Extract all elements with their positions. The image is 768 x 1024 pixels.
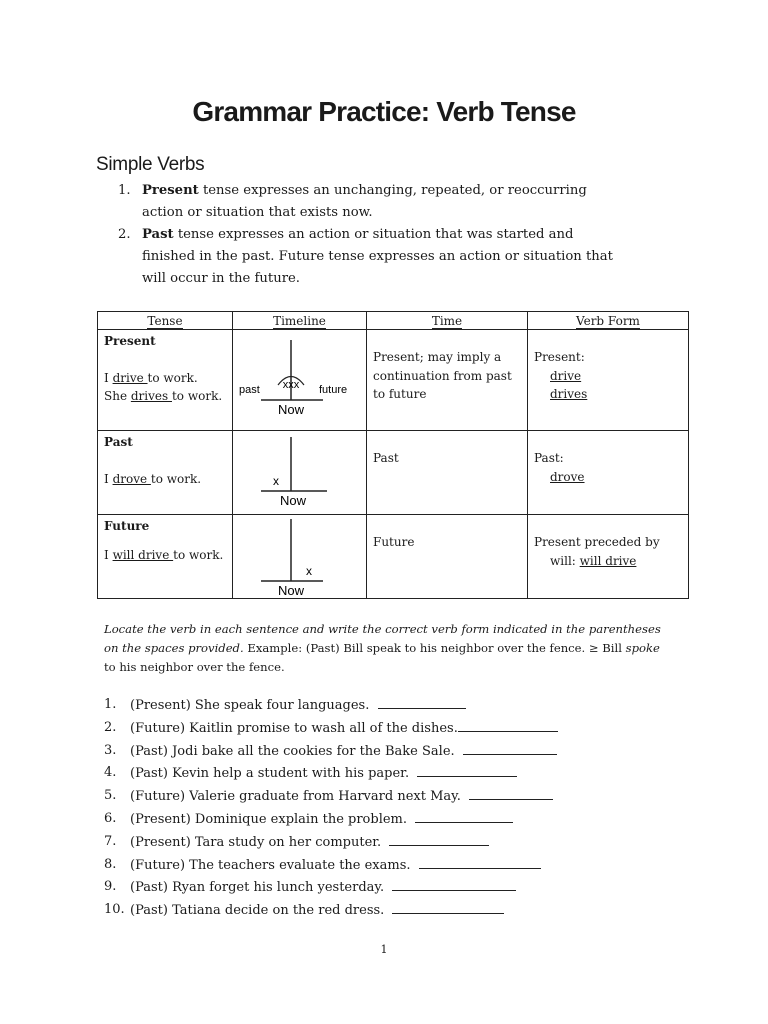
answer-blank[interactable]: [392, 899, 504, 914]
example-sentence: She drives to work.: [104, 389, 223, 403]
list-item: 5. (Future) Valerie graduate from Harvard next May.: [104, 785, 664, 808]
verb-form-cell: [528, 431, 689, 515]
list-item: 6. (Present) Dominique explain the problem.: [104, 808, 664, 831]
table-row-future: [98, 515, 689, 599]
verb-tense-table: [97, 311, 689, 599]
event-mark: x: [273, 474, 279, 488]
answer-blank[interactable]: [417, 762, 517, 777]
time-description: Past: [373, 451, 399, 465]
header-tense: Tense: [98, 312, 233, 330]
header-verb-form: Verb Form: [528, 312, 689, 330]
time-cell: [367, 431, 528, 515]
future-label: future: [319, 384, 348, 396]
definition-text: tense expresses an action or situation that was started and finished in the past. Future tense expresses an action or situation that will occur in the future.: [142, 227, 613, 286]
definition-term: Past: [142, 227, 174, 242]
verb-form: drives: [550, 387, 588, 401]
verb-form-cell: [528, 330, 689, 431]
time-cell: [367, 330, 528, 431]
example-verb: will drive: [112, 547, 174, 562]
timeline-cell: [233, 431, 367, 515]
answer-blank[interactable]: [458, 717, 558, 732]
example-text: Example: (Past) Bill speak to his neighbor over the fence. ≥ Bill: [243, 641, 626, 655]
example-verb: drives: [130, 389, 172, 403]
list-item: 2. (Future) Kaitlin promise to wash all of the dishes.: [104, 717, 664, 740]
tense-name: Present: [104, 334, 156, 348]
example-sentence: I drive to work.: [104, 370, 198, 385]
verb-form-label: Present:: [534, 350, 585, 364]
example-verb: drive: [112, 370, 148, 385]
present-timeline-diagram: [233, 330, 367, 430]
exercise-list: [104, 694, 664, 922]
verb-form-label: Present preceded by: [534, 535, 660, 549]
answer-blank[interactable]: [392, 876, 516, 891]
definition-term: Present: [142, 183, 199, 198]
definition-number: 2.: [118, 227, 131, 242]
verb-form: drove: [550, 469, 585, 484]
table-row-present: [98, 330, 689, 431]
tense-cell: [98, 515, 233, 599]
past-label: past: [239, 384, 260, 396]
answer-blank[interactable]: [389, 831, 489, 846]
verb-form-label: Past:: [534, 451, 564, 465]
now-label: Now: [277, 583, 305, 598]
verb-form: drive: [550, 368, 582, 383]
answer-blank[interactable]: [463, 740, 557, 755]
table-row-past: [98, 431, 689, 515]
list-item: 10. (Past) Tatiana decide on the red dress.: [104, 899, 664, 922]
instructions-text: Locate the verb in each sentence and write the correct verb form indicated in the parentheses on the spaces provided.: [104, 622, 661, 655]
time-description: Present; may imply a continuation from past to future: [373, 350, 512, 401]
example-answer: spoke: [625, 641, 660, 655]
answer-blank[interactable]: [415, 808, 513, 823]
instructions: [104, 620, 664, 677]
answer-blank[interactable]: [419, 854, 541, 869]
list-item: 3. (Past) Jodi bake all the cookies for the Bake Sale.: [104, 740, 664, 763]
section-heading: Simple Verbs: [96, 154, 205, 175]
answer-blank[interactable]: [469, 785, 553, 800]
example-sentence: I drove to work.: [104, 471, 202, 486]
verb-form-cell: [528, 515, 689, 599]
event-mark: xxx: [282, 379, 300, 391]
definition-past: [118, 224, 618, 290]
example-sentence: I will drive to work.: [104, 547, 224, 562]
future-timeline-diagram: [233, 515, 367, 598]
past-timeline-diagram: [233, 431, 367, 514]
list-item: 8. (Future) The teachers evaluate the exams.: [104, 854, 664, 877]
list-item: 4. (Past) Kevin help a student with his paper.: [104, 762, 664, 785]
verb-form: will drive: [579, 553, 637, 568]
time-description: Future: [373, 535, 415, 549]
example-verb: drove: [112, 471, 151, 486]
tense-name: Future: [104, 519, 150, 533]
tense-name: Past: [104, 435, 133, 449]
timeline-cell: [233, 515, 367, 599]
event-mark: x: [306, 564, 312, 578]
verb-form-prefix: will:: [550, 553, 580, 568]
header-time: Time: [367, 312, 528, 330]
tense-cell: [98, 330, 233, 431]
list-item: 9. (Past) Ryan forget his lunch yesterday.: [104, 876, 664, 899]
page-title: Grammar Practice: Verb Tense: [192, 96, 576, 127]
table-header-row: [98, 312, 689, 330]
list-item: 1. (Present) She speak four languages.: [104, 694, 664, 717]
time-cell: [367, 515, 528, 599]
header-timeline: Timeline: [233, 312, 367, 330]
timeline-cell: [233, 330, 367, 431]
answer-blank[interactable]: [378, 694, 466, 709]
now-label: Now: [279, 493, 307, 508]
now-label: Now: [277, 402, 305, 417]
page-number: 1: [380, 943, 388, 956]
tense-cell: [98, 431, 233, 515]
definition-present: [118, 180, 618, 224]
definition-text: tense expresses an unchanging, repeated, or reoccurring action or situation that exists now.: [142, 183, 587, 220]
example-text-end: to his neighbor over the fence.: [104, 660, 285, 674]
list-item: 7. (Present) Tara study on her computer.: [104, 831, 664, 854]
definition-number: 1.: [118, 183, 131, 198]
